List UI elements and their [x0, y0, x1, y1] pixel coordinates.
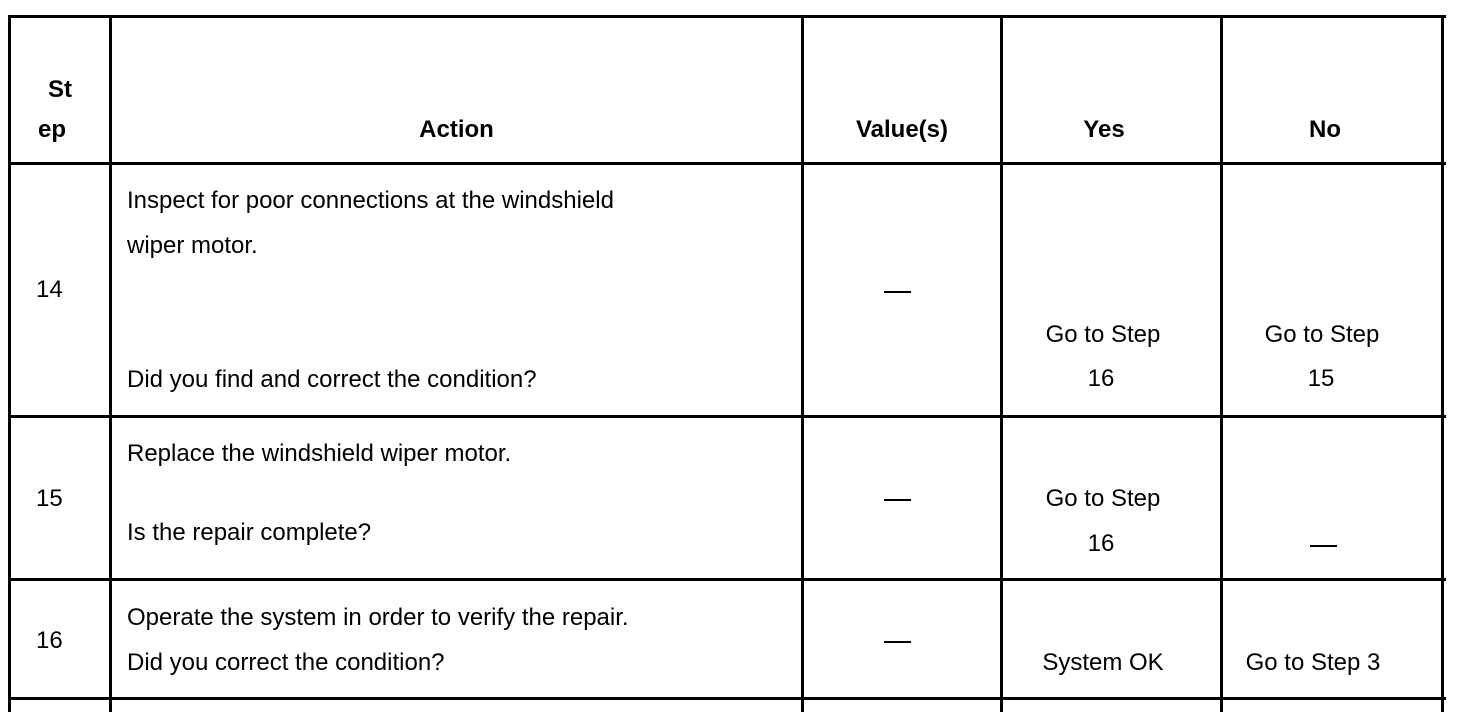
no-outcome: Go to Step 3: [1245, 649, 1381, 676]
no-dash: [1310, 545, 1337, 547]
header-divider: [8, 162, 1446, 165]
table-border-top: [8, 15, 1446, 18]
yes-outcome: Go to Step: [1045, 321, 1161, 348]
yes-outcome: System OK: [1042, 649, 1164, 676]
yes-outcome: Go to Step: [1045, 485, 1161, 512]
header-step-line1: St: [48, 76, 72, 103]
step-number: 14: [36, 276, 63, 303]
table-border-right: [1441, 15, 1444, 712]
step-number: 16: [36, 627, 63, 654]
yes-outcome: 16: [1087, 530, 1115, 557]
header-yes: Yes: [1083, 116, 1125, 143]
header-values: Value(s): [855, 116, 949, 143]
no-outcome: 15: [1307, 365, 1335, 392]
value-dash: [884, 499, 911, 501]
row-divider: [8, 578, 1446, 581]
step-number: 15: [36, 485, 63, 512]
action-text: Operate the system in order to verify the repair.: [127, 604, 629, 631]
value-dash: [884, 641, 911, 643]
action-question: Did you correct the condition?: [127, 649, 445, 676]
header-no: No: [1309, 116, 1341, 143]
action-text: wiper motor.: [127, 232, 258, 259]
no-outcome: Go to Step: [1264, 321, 1380, 348]
action-text: Replace the windshield wiper motor.: [127, 440, 512, 467]
value-dash: [884, 291, 911, 293]
yes-outcome: 16: [1087, 365, 1115, 392]
table-border-bottom: [8, 697, 1446, 700]
action-text: Inspect for poor connections at the windshield: [127, 187, 614, 214]
action-question: Is the repair complete?: [127, 519, 372, 546]
action-question: Did you find and correct the condition?: [127, 366, 537, 393]
row-divider: [8, 415, 1446, 418]
header-action: Action: [419, 116, 494, 143]
header-step-line2: ep: [37, 116, 66, 143]
